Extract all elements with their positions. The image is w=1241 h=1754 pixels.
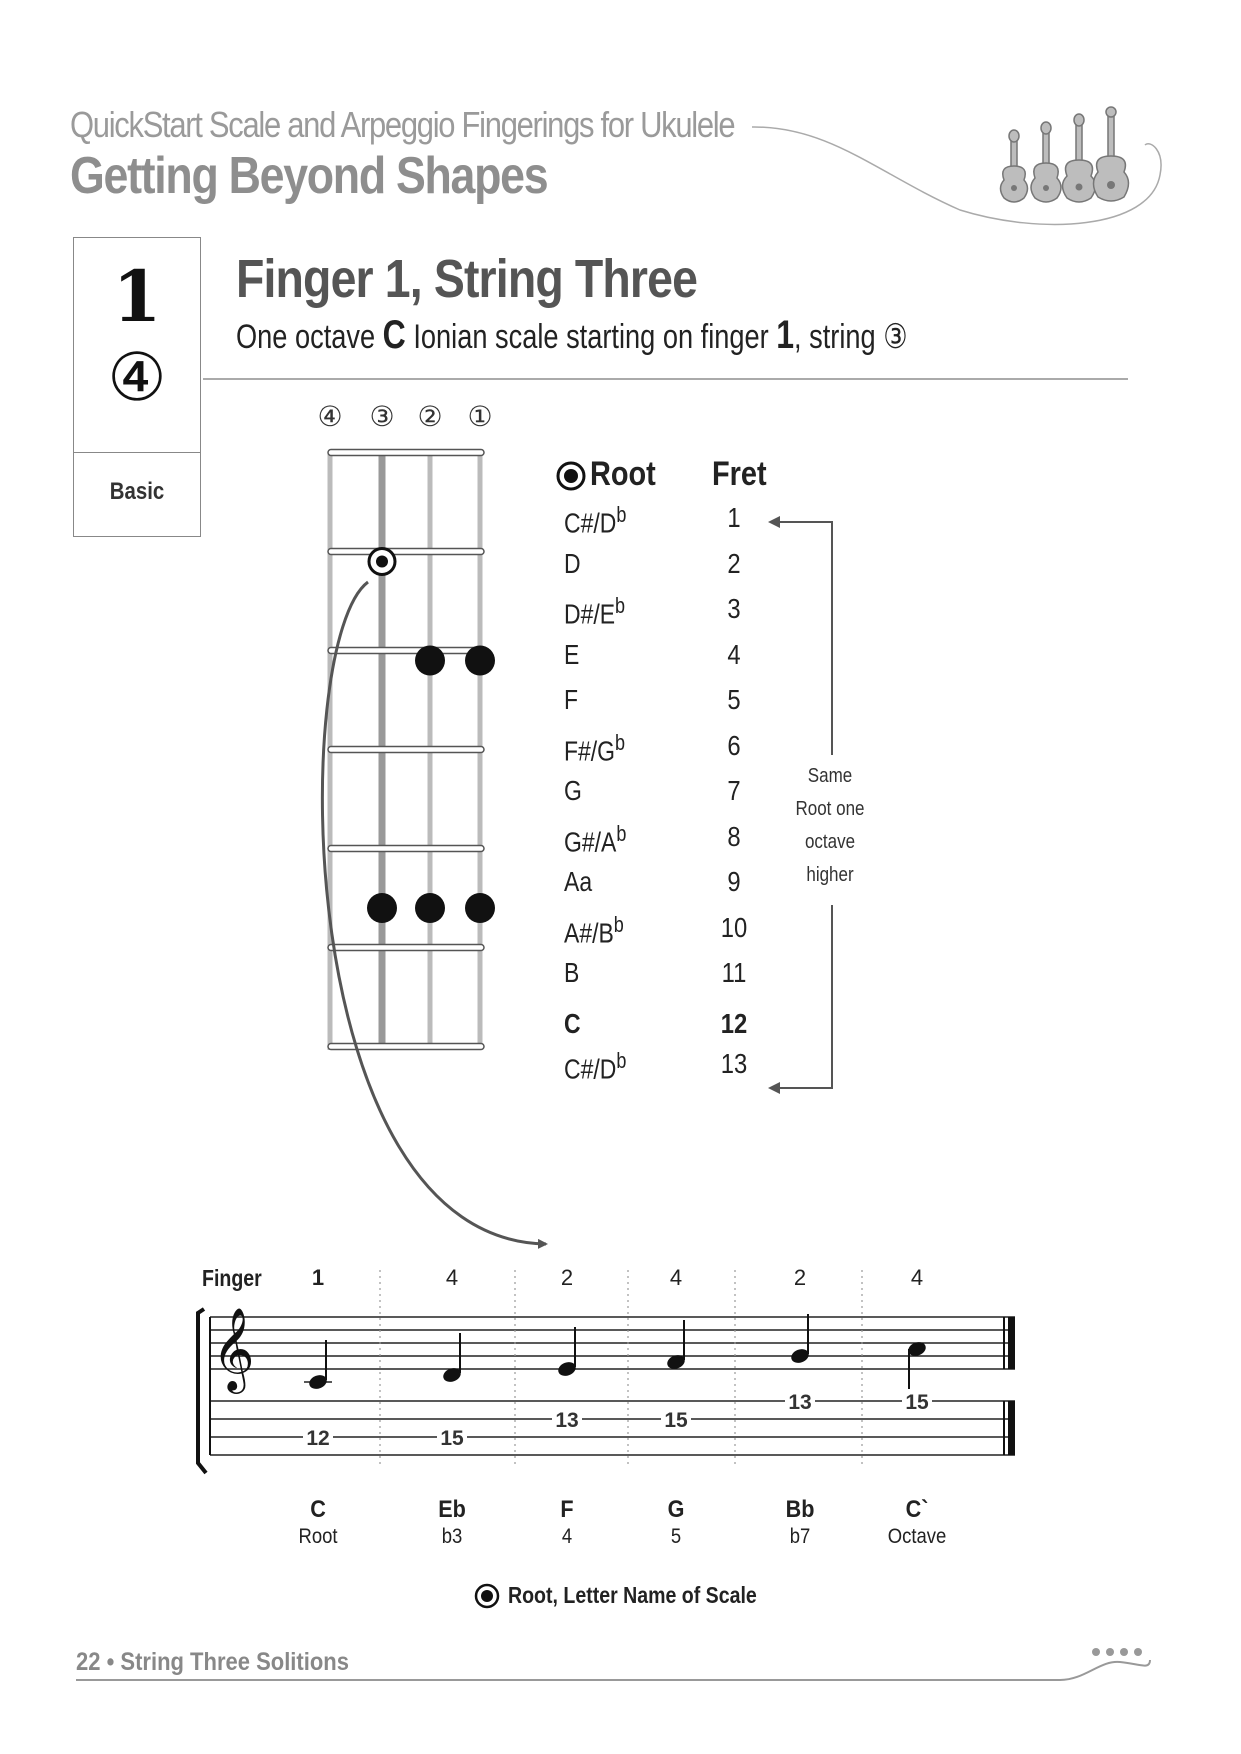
scale-interval: 4 [561,1525,573,1548]
note-name [564,1048,626,1085]
fret-column-header: Fret [712,455,767,493]
fret-number: 12 [720,1007,748,1039]
finger-number: 2 [793,1265,807,1290]
flat-symbol: b [613,911,624,937]
flat-symbol: b [615,729,626,755]
tab-number: 13 [788,1391,812,1414]
note-name [564,548,581,580]
scale-note-name: Eb [438,1496,466,1523]
section-subtitle [236,313,908,358]
tab-number: 12 [306,1427,330,1450]
fret-number: 2 [727,547,741,579]
note-name-text: E [564,638,580,670]
root-marker-center [376,556,388,568]
page-footer: 22 • String Three Solitions [76,1648,349,1676]
scale-note-name: C` [905,1496,929,1523]
root-legend-icon [474,1583,500,1609]
section-divider [203,378,1128,380]
finger-number: 4 [669,1265,683,1290]
octave-note-line: higher [806,864,854,886]
fret-number: 6 [727,729,741,761]
fret-number: 9 [727,866,741,897]
treble-staff [210,1317,1015,1369]
note-dot [367,893,397,923]
scale-key: C [382,313,406,357]
string-label: ④ [317,400,343,433]
ukulele-icon-soprano [1001,130,1028,202]
fret-line [328,945,484,951]
note-dot [415,646,445,676]
root-column-header: Root [590,455,656,493]
tab-number: 15 [440,1427,464,1450]
fret-line [328,648,484,654]
string-label: ① [467,400,493,433]
start-string: ③ [883,317,908,357]
note-name [564,593,625,630]
finger-row-label: Finger [202,1265,262,1291]
note-name [564,866,592,898]
footer-rule [0,1640,1241,1700]
note-name [564,821,626,858]
string-label: ② [417,400,443,433]
subtitle-text: , string [794,318,884,356]
string-label: ③ [369,400,395,433]
note-dot [465,646,495,676]
fret-number: 1 [727,502,741,533]
note-name-text: B [564,957,580,988]
fret-number: 3 [727,593,741,624]
octave-note [783,760,877,892]
scale-interval: 5 [670,1525,682,1548]
flat-symbol: b [616,1048,627,1073]
note-name-text: C [564,1007,581,1039]
series-title: QuickStart Scale and Arpeggio Fingerings for Ukulele [70,104,735,145]
fret-line [328,846,484,852]
legend-text: Root, Letter Name of Scale [508,1582,757,1608]
fret-line [328,450,484,456]
badge-string-number: ④ [107,339,167,416]
octave-note-line: octave [804,831,856,853]
octave-note-line: Same [807,765,853,787]
fret-number: 4 [727,638,741,670]
note-dot [465,893,495,923]
scale-interval: b3 [441,1525,463,1548]
scale-interval: b7 [789,1525,811,1548]
note-name-text: G [564,775,582,806]
note-name [564,684,578,716]
page-title: Getting Beyond Shapes [70,147,548,205]
finger-number: 4 [910,1265,924,1290]
tab-number: 15 [664,1409,688,1432]
scale-interval: Octave [887,1525,947,1548]
treble-clef: 𝄞 [212,1306,255,1390]
note-name [564,1008,581,1040]
subtitle-text: Ionian scale starting on finger [405,318,777,356]
note-name-text: C#/D [564,1053,617,1085]
fret-number: 8 [727,820,741,852]
note-name-text: F#/G [564,734,616,766]
note-name [564,912,624,949]
note-name-text: D#/E [564,598,616,630]
difficulty-level: Basic [109,478,165,505]
scale-note-name: G [667,1496,685,1523]
badge-divider [73,452,201,453]
flat-symbol: b [615,593,626,618]
scale-note-name: Bb [785,1496,815,1523]
note-name [564,639,579,671]
badge-finger-number: 1 [112,255,162,338]
footer-dots [1092,1648,1142,1656]
finger-number: 1 [311,1265,325,1290]
section-title: Finger 1, String Three [236,249,698,309]
subtitle-text: One octave [236,318,383,356]
note-name-text: D [564,547,581,579]
fret-line [328,747,484,753]
root-icon [556,461,586,491]
note-name [564,775,582,807]
ukulele-icons [990,108,1130,213]
staff-and-tab [190,1295,1030,1485]
fret-line [328,1044,484,1050]
scale-note-name: C [310,1496,326,1523]
note-name [564,957,579,989]
note-name-text: F [564,684,579,715]
note-dot [415,893,445,923]
scale-note-name: F [560,1496,574,1523]
fret-number: 11 [721,957,747,988]
fret-number: 10 [720,911,748,943]
note-name-text: A#/B [564,916,614,948]
fret-line [328,549,484,555]
flat-symbol: b [616,820,627,846]
scale-interval: Root [298,1525,338,1548]
finger-number: 4 [445,1265,459,1290]
note-name-text: G#/A [564,825,617,857]
fretboard-diagram [300,400,580,1120]
note-name-text: C#/D [564,507,617,539]
flat-symbol: b [616,502,627,527]
tab-number: 15 [905,1391,929,1414]
final-barline [1004,1317,1015,1455]
system-bracket [198,1309,206,1473]
start-finger: 1 [776,313,795,357]
finger-number: 2 [560,1265,574,1290]
octave-note-line: Root one [795,798,865,820]
note-name-text: Aa [564,866,593,897]
fret-number: 5 [727,684,741,715]
tab-number: 13 [555,1409,579,1432]
note-name [564,502,626,539]
fret-number: 7 [727,775,741,806]
fret-number: 13 [720,1048,748,1079]
note-name [564,730,625,767]
